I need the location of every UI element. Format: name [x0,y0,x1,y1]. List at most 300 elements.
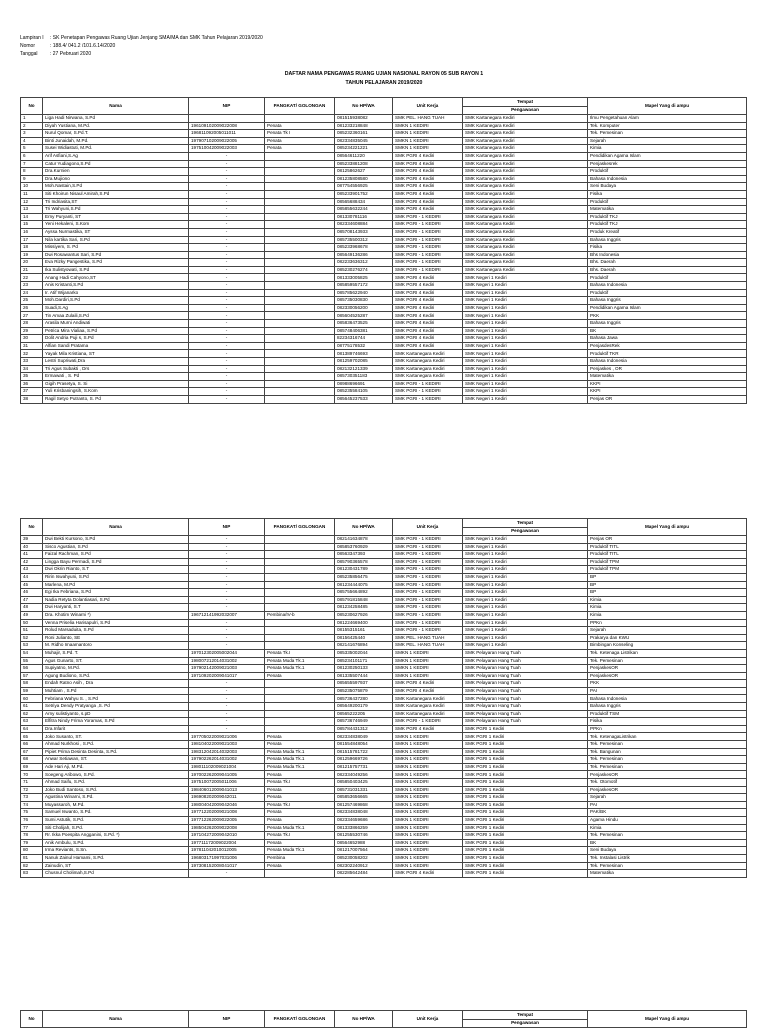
cell-nip: 198504262009022008 [189,824,265,832]
cell-nip: 197902262014031002 [189,756,265,764]
cell-nip: - [189,175,265,183]
cell-nama: Supiyatno, M.Pd. [43,665,189,673]
cell-pangkat [265,228,335,236]
cell-nama: Diyah Yustiana, M.Pd. [43,122,189,130]
cell-nama: Tri Wahyuni,S.Pd [43,206,189,214]
cell-unit: SMK PGRI - 1 KEDIRI [393,566,463,574]
cell-nip: - [189,680,265,688]
cell-nama: Agustina Winarni, S.Pd. [43,794,189,802]
cell-hp: 08775455​6925 [335,183,393,191]
cell-hp: 082141676894 [335,642,393,650]
cell-no: 1 [21,115,43,123]
cell-no: 50 [21,619,43,627]
cell-unit: SMK PGRI 4 Kediri [393,327,463,335]
cell-hp: 085735030830 [335,297,393,305]
cell-unit: SMK PGRI 4 Kediri [393,297,463,305]
nomor-value: : 188.4/ 041.2 /101.6.14/2020 [50,43,116,49]
cell-tempat: SMK Pelayaran Hang Tuah [463,687,588,695]
cell-hp: 085730351183 [335,373,393,381]
cell-mapel: PenjaskesOR [588,672,747,680]
cell-mapel: PAI [588,801,747,809]
cell-pangkat [265,320,335,328]
cell-mapel: Produk Kreatif [588,228,747,236]
cell-nama: Venna Priselia Harisapulri, S.Pd [43,619,189,627]
cell-mapel: Produktif [588,198,747,206]
cell-pangkat: Pembina/IV-b [265,611,335,619]
cell-nip: 197711172009022004 [189,839,265,847]
cell-tempat: SMK Kartanegara Kediri [463,145,588,153]
cell-hp: 085655597937 [335,680,393,688]
cell-nama: Eva Rizky Pangestika, S.Pd [43,259,189,267]
cell-tempat: SMK PGRI 1 Kediri [463,862,588,870]
cell-no: 69 [21,763,43,771]
cell-unit: SMKN 1 KEDIRI [393,862,463,870]
cell-tempat: SMK PGRI 1 Kediri [463,794,588,802]
cell-no: 57 [21,672,43,680]
cell-tempat: SMK Kartanegara Kediri [463,183,588,191]
cell-tempat: SMK Negeri 1 Kediri [463,327,588,335]
cell-unit: SMKN 1 KEDIRI [393,672,463,680]
cell-pangkat [265,551,335,559]
cell-tempat: SMK Negeri 1 Kediri [463,342,588,350]
table-row [21,274,747,282]
cell-hp: 082302240912 [335,862,393,870]
cell-nama: Muhtiam , S.Pd [43,687,189,695]
cell-unit: SMK PGRI - 1 KEDIRI [393,619,463,627]
cell-nip: - [189,358,265,366]
cell-nama: Moh.Dardiri,S.Pd [43,297,189,305]
col-header-nip: NIP [189,98,265,115]
cell-nip: 196109102009022008 [189,122,265,130]
cell-nip: - [189,695,265,703]
cell-nip: - [189,168,265,176]
cell-unit: SMK Kartanegara Kediri [393,703,463,711]
cell-pangkat: Penata [265,862,335,870]
cell-mapel: Fisika [588,190,747,198]
table-2-body [21,536,747,878]
cell-nama: Siti Cholijah, S.Pd. [43,824,189,832]
cell-tempat: SMK PGRI 1 Kediri [463,733,588,741]
cell-tempat: SMK Negeri 1 Kediri [463,596,588,604]
cell-mapel: Bahasa Inggris [588,703,747,711]
cell-nip: 197109202009041017 [189,672,265,680]
cell-nip: 197510042009022003 [189,145,265,153]
table-row [21,168,747,176]
cell-unit: SMK PGRI - 1 KEDIRI [393,259,463,267]
cell-nip: - [189,274,265,282]
cell-no: 29 [21,327,43,335]
cell-pangkat: Penata [265,122,335,130]
cell-hp: 081255530746 [335,832,393,840]
cell-no: 45 [21,581,43,589]
cell-tempat: SMK Kartanegara Kediri [463,213,588,221]
cell-hp: 085233881208 [335,160,393,168]
cell-pangkat: Penata Muda Tk.1 [265,824,335,832]
cell-nama: Muyassaroh, M.Pd. [43,801,189,809]
cell-mapel: Pendidikan Agama Islam [588,304,747,312]
cell-tempat: SMK Negeri 1 Kediri [463,350,588,358]
cell-unit: SMKN 1 KEDIRI [393,657,463,665]
cell-unit: SMK Kartanegara Kediri [393,373,463,381]
cell-unit: SMK PGRI 4 Kediri [393,274,463,282]
cell-nip: - [189,320,265,328]
cell-hp: 085785622940 [335,289,393,297]
cell-no: 49 [21,611,43,619]
cell-tempat: SMK Negeri 1 Kediri [463,536,588,544]
cell-pangkat [265,175,335,183]
cell-mapel: Bhs. Daerah [588,259,747,267]
cell-unit: SMK PGRI 4 Kediri [393,168,463,176]
cell-pangkat [265,327,335,335]
cell-unit: SMK PGRI - 1 KEDIRI [393,536,463,544]
cell-mapel: Bahasa Indonesia [588,175,747,183]
cell-no: 26 [21,304,43,312]
col-header-pangkat: PANGKAT/ GOLONGAN [265,519,335,536]
cell-hp: 08563347393 [335,551,393,559]
cell-mapel: BP [588,589,747,597]
cell-hp: 081230431789 [335,566,393,574]
cell-tempat: SMK Negeri 1 Kediri [463,373,588,381]
cell-tempat: SMK Negeri 1 Kediri [463,274,588,282]
table-row [21,175,747,183]
table-row [21,604,747,612]
cell-no: 2 [21,122,43,130]
cell-pangkat [265,627,335,635]
cell-tempat: SMK PGRI 1 Kediri [463,741,588,749]
cell-nip: - [189,266,265,274]
col-header-nama: Nama [43,1011,189,1028]
cell-no: 39 [21,536,43,544]
cell-mapel: Tek. Pemesinan [588,862,747,870]
table-row [21,832,747,840]
cell-tempat: SMK PGRI 1 Kediri [463,824,588,832]
cell-tempat: SMK Negeri 1 Kediri [463,543,588,551]
cell-tempat: SMK Pelayaran Hang Tuah [463,649,588,657]
cell-nip: - [189,244,265,252]
cell-nama: Yeni Hekaleni, S.Kom [43,221,189,229]
cell-no: 31 [21,342,43,350]
cell-nip: - [189,642,265,650]
table-row [21,198,747,206]
cell-no: 41 [21,551,43,559]
table-row [21,558,747,566]
cell-nama: Egi Ika Febriana, S.Pd [43,589,189,597]
cell-no: 82 [21,862,43,870]
cell-no: 73 [21,794,43,802]
cell-no: 21 [21,266,43,274]
cell-tempat: SMK Kartanegara Kediri [463,244,588,252]
cell-hp: 081330781116 [335,213,393,221]
cell-nip: - [189,221,265,229]
cell-hp: 085853760929 [335,543,393,551]
cell-pangkat [265,282,335,290]
cell-no: 60 [21,695,43,703]
cell-nip: - [189,236,265,244]
cell-pangkat [265,558,335,566]
cell-hp: 082334608884 [335,221,393,229]
cell-unit: SMKN 1 KEDIRI [393,847,463,855]
cell-mapel: Bahasa Inggris [588,236,747,244]
cell-no: 67 [21,748,43,756]
cell-pangkat [265,388,335,396]
cell-nip: 196712141992032007 [189,611,265,619]
cell-hp: 081515938082 [335,115,393,123]
cell-nama: Dolit Andria Puji s, S.Pd [43,335,189,343]
cell-tempat: SMK PGRI 1 Kediri [463,763,588,771]
cell-nip: - [189,327,265,335]
cell-unit: SMKN 1 KEDIRI [393,748,463,756]
cell-nama: Roni Julianto, SE [43,634,189,642]
cell-nama: Alfian Sandi Pratama [43,342,189,350]
lampiran-label: Lampiran I [20,35,44,41]
table-row [21,657,747,665]
cell-hp: 085645237533 [335,395,393,403]
cell-mapel: Kimia [588,145,747,153]
table-row [21,266,747,274]
cell-pangkat: Penata Tk I [265,130,335,138]
cell-pangkat [265,581,335,589]
cell-nip: - [189,558,265,566]
cell-mapel: Kimia [588,824,747,832]
cell-tempat: SMK PGRI 1 Kediri [463,832,588,840]
cell-no: 23 [21,282,43,290]
cell-no: 71 [21,779,43,787]
cell-nama: Gigih Prasetya, S. Si [43,380,189,388]
cell-nip: 198406012009041013 [189,786,265,794]
cell-mapel: Bhs. Daerah [588,266,747,274]
cell-nama: Arny sulistiyanto, s.pD [43,710,189,718]
cell-nip: - [189,183,265,191]
cell-nip: - [189,596,265,604]
cell-hp: 08564611220 [335,152,393,160]
cell-pangkat [265,335,335,343]
cell-tempat: SMK Negeri 1 Kediri [463,365,588,373]
cell-no: 33 [21,358,43,366]
table-row [21,543,747,551]
cell-nip: 196908202009042011 [189,794,265,802]
cell-no: 63 [21,718,43,726]
document-header [20,34,263,58]
cell-mapel: PAK/BK [588,809,747,817]
cell-mapel: Bhs Indonesia [588,251,747,259]
cell-nama: Dra.Kurnien [43,168,189,176]
cell-pangkat [265,206,335,214]
cell-mapel: PPKn [588,619,747,627]
cell-mapel: Bahasa Indonesia [588,282,747,290]
cell-no: 6 [21,152,43,160]
cell-pangkat: Penata [265,733,335,741]
cell-unit: SMKN 1 KEDIRI [393,649,463,657]
cell-nama: Ayssa Nurmastika, ST [43,228,189,236]
cell-nama: Muhajir, S.Pd. T. [43,649,189,657]
cell-hp: 081333866259 [335,824,393,832]
cell-hp: 085230058202 [335,854,393,862]
cell-hp: 085233968678 [335,244,393,252]
cell-hp: 081333005825 [335,274,393,282]
cell-unit: SMK PGRI - 1 KEDIRI [393,558,463,566]
cell-mapel: Seni Budaya [588,183,747,191]
cell-nama: Siti Khoirun Nisaul Amirah,S.Pd [43,190,189,198]
cell-no: 5 [21,145,43,153]
cell-pangkat: Penata Tk.I [265,801,335,809]
table-row [21,634,747,642]
cell-nama: Soegeng Aribowo, S.Pd. [43,771,189,779]
cell-nip: - [189,312,265,320]
cell-pangkat [265,168,335,176]
cell-no: 72 [21,786,43,794]
cell-pangkat [265,718,335,726]
cell-mapel: Tek. Pemesinan [588,130,747,138]
nomor-label: Nomor [20,43,36,49]
cell-nip: - [189,342,265,350]
cell-mapel: Sejarah [588,627,747,635]
table-row [21,297,747,305]
cell-unit: SMK PGRI 4 Kediri [393,282,463,290]
cell-nama: Elfitra Nindy Frima Yoramas, S.Pd [43,718,189,726]
cell-tempat: SMK Pelayaran Hang Tuah [463,695,588,703]
cell-nip: - [189,604,265,612]
table-row [21,350,747,358]
cell-nip: 198011102009021004 [189,763,265,771]
cell-unit: SMK Kartanegara Kediri [393,695,463,703]
table-row [21,680,747,688]
cell-nip: - [189,870,265,878]
cell-mapel: Tek. Pemesinan [588,657,747,665]
cell-nip: 197811042010012005 [189,847,265,855]
cell-no: 22 [21,274,43,282]
table-row [21,312,747,320]
cell-nip: 197002262009041005 [189,771,265,779]
cell-unit: SMK PEL. HANG TUAH [393,634,463,642]
col-header-nama: Nama [43,98,189,115]
cell-pangkat [265,380,335,388]
cell-nama: Anang Hadi Cahyono,ST [43,274,189,282]
cell-nama: Anik Ambulu, S.Pd. [43,839,189,847]
cell-unit: SMK PGRI 4 Kediri [393,304,463,312]
cell-no: 68 [21,756,43,764]
cell-mapel: Produktif TPM [588,566,747,574]
cell-no: 40 [21,543,43,551]
table-row [21,289,747,297]
cell-nip: - [189,350,265,358]
cell-nip: - [189,206,265,214]
cell-unit: SMK PGRI - 1 KEDIRI [393,589,463,597]
cell-nip: - [189,619,265,627]
cell-tempat: SMK Pelayaran Hang Tuah [463,665,588,673]
cell-nama: Ahmad Saifu, S.Pd. [43,779,189,787]
cell-hp: 082132121339 [335,365,393,373]
table-row [21,703,747,711]
cell-nama: Faizal Rachman, S.Pd [43,551,189,559]
cell-hp: 085230276274 [335,266,393,274]
cell-mapel: Tek. Pemesinan [588,763,747,771]
cell-hp: 08988696691 [335,380,393,388]
cell-mapel: PenjaskesOR [588,786,747,794]
pengawas-table-2 [20,518,747,878]
cell-nip: - [189,395,265,403]
cell-hp: 082141634878 [335,536,393,544]
cell-unit: SMKN 1 KEDIRI [393,839,463,847]
table-row [21,573,747,581]
cell-no: 55 [21,657,43,665]
cell-nama: Tri Agus Subakti , Drs [43,365,189,373]
table-row [21,282,747,290]
cell-unit: SMKN 1 KEDIRI [393,137,463,145]
table-row [21,748,747,756]
cell-unit: SMK PGRI - 1 KEDIRI [393,718,463,726]
cell-hp: 085234221221 [335,145,393,153]
cell-hp: 081259702085 [335,358,393,366]
cell-tempat: SMK PGRI 1 Kediri [463,839,588,847]
cell-pangkat [265,680,335,688]
cell-hp: 085335002044 [335,649,393,657]
cell-mapel: PenjasdesRek [588,342,747,350]
cell-unit: SMK Kartanegara Kediri [393,710,463,718]
cell-mapel: Bahasa Indonesia [588,695,747,703]
cell-unit: SMK PGRI - 1 KEDIRI [393,213,463,221]
cell-no: 75 [21,809,43,817]
cell-nama: Nurul Qomar, S.Pd.T. [43,130,189,138]
cell-pangkat: Penata Muda Tk.1 [265,748,335,756]
cell-pangkat [265,703,335,711]
cell-hp: 085233901752 [335,190,393,198]
table-row [21,566,747,574]
cell-no: 62 [21,710,43,718]
table-row [21,206,747,214]
cell-mapel: Fisika [588,718,747,726]
cell-mapel: BK [588,327,747,335]
cell-no: 8 [21,168,43,176]
cell-tempat: SMK PGRI 1 Kediri [463,756,588,764]
cell-pangkat: Penata Muda Tk.1 [265,665,335,673]
cell-tempat: SMK Negeri 1 Kediri [463,581,588,589]
cell-hp: 081215757731 [335,763,393,771]
cell-mapel: Tek. Otomotif [588,779,747,787]
cell-hp: 08565688434 [335,198,393,206]
cell-pangkat [265,350,335,358]
cell-no: 47 [21,596,43,604]
cell-nip: 197907102009022005 [189,137,265,145]
cell-tempat: SMK Kartanegara Kediri [463,137,588,145]
cell-no: 4 [21,137,43,145]
cell-no: 19 [21,251,43,259]
cell-hp: 085230627926 [335,611,393,619]
cell-nama: Rr. Ikka Poespita Angganini, S.Pd. *) [43,832,189,840]
col-header-pengawasan: Pengawasan [463,106,588,115]
cell-no: 44 [21,573,43,581]
cell-nip: - [189,282,265,290]
cell-nip: - [189,251,265,259]
cell-no: 54 [21,649,43,657]
cell-nama: Missiyem, S. Pd [43,244,189,252]
cell-tempat: SMK PGRI 1 Kediri [463,771,588,779]
cell-tempat: SMK Negeri 1 Kediri [463,551,588,559]
cell-unit: SMK PGRI - 1 KEDIRI [393,581,463,589]
cell-nip: - [189,536,265,544]
table-row [21,536,747,544]
cell-tempat: SMK Pelayaran Hang Tuah [463,672,588,680]
cell-hp: 085784431312 [335,725,393,733]
cell-tempat: SMK Kartanegara Kediri [463,259,588,267]
cell-unit: SMK PGRI 4 Kediri [393,870,463,878]
cell-unit: SMK PGRI - 1 KEDIRI [393,388,463,396]
pengawas-table-1 [20,97,747,404]
cell-mapel: Tek. Komputer [588,122,747,130]
cell-nip: 196811092005011011 [189,130,265,138]
col-header-hp: No HP/WA [335,1011,393,1028]
cell-tempat: SMK PGRI 1 Kediri [463,816,588,824]
cell-nama: Dra. Khotim Winarni *) [43,611,189,619]
